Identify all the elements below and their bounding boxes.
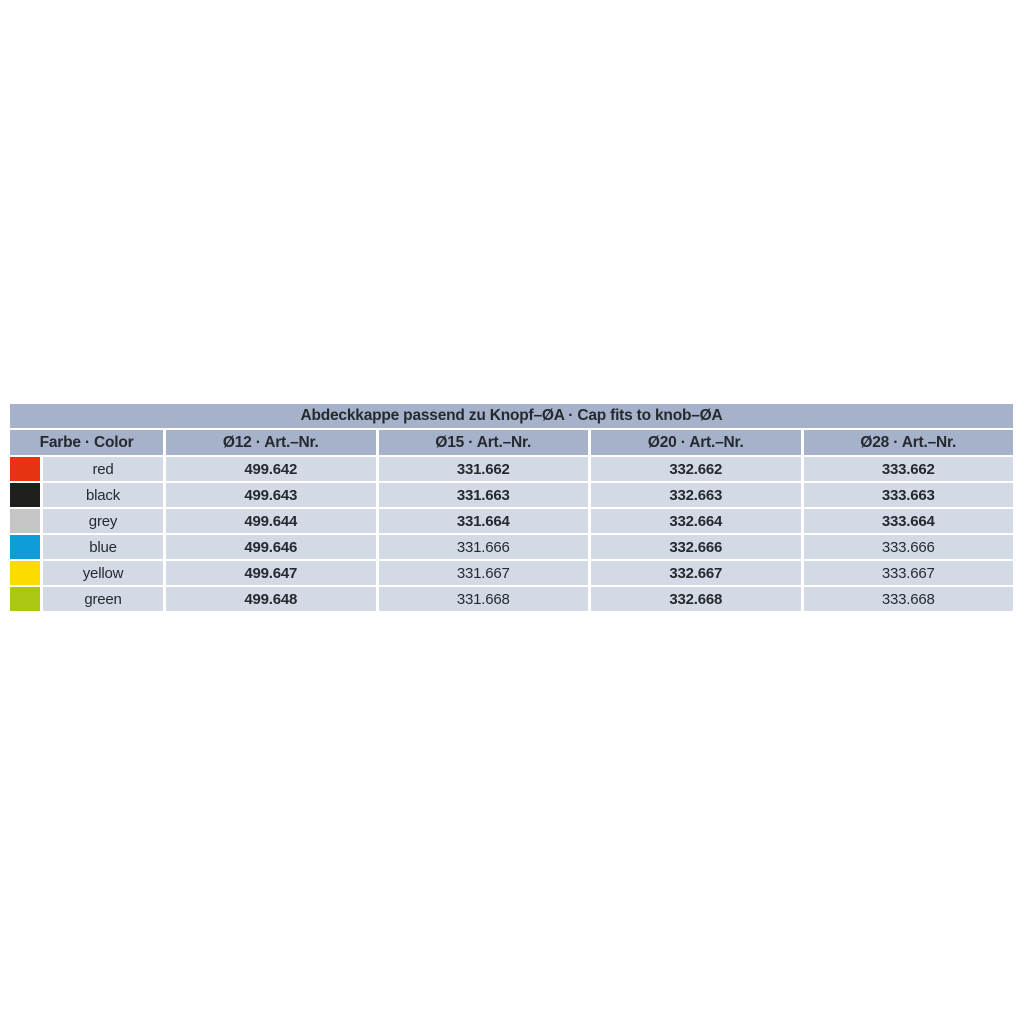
artnr-cell-d28: 333.663	[804, 483, 1014, 507]
artnr-cell-d12: 499.642	[166, 457, 376, 481]
table-header-row	[10, 430, 1013, 455]
artnr-cell-d12: 499.643	[166, 483, 376, 507]
color-swatch-yellow	[10, 561, 40, 585]
cap-article-table	[10, 404, 1013, 611]
artnr-cell-d15: 331.663	[379, 483, 589, 507]
table-row	[10, 535, 1013, 559]
artnr-cell-d15: 331.666	[379, 535, 589, 559]
color-name-cell: yellow	[43, 561, 163, 585]
color-name-cell: red	[43, 457, 163, 481]
column-header-d28: Ø28 · Art.–Nr.	[804, 430, 1014, 455]
table-row	[10, 509, 1013, 533]
artnr-cell-d15: 331.667	[379, 561, 589, 585]
artnr-cell-d20: 332.664	[591, 509, 801, 533]
artnr-cell-d15: 331.668	[379, 587, 589, 611]
artnr-cell-d12: 499.648	[166, 587, 376, 611]
artnr-cell-d15: 331.664	[379, 509, 589, 533]
column-header-d15: Ø15 · Art.–Nr.	[379, 430, 589, 455]
artnr-cell-d28: 333.664	[804, 509, 1014, 533]
artnr-cell-d20: 332.662	[591, 457, 801, 481]
color-swatch-grey	[10, 509, 40, 533]
artnr-cell-d20: 332.668	[591, 587, 801, 611]
column-header-d12: Ø12 · Art.–Nr.	[166, 430, 376, 455]
color-swatch-black	[10, 483, 40, 507]
color-name-cell: blue	[43, 535, 163, 559]
artnr-cell-d28: 333.668	[804, 587, 1014, 611]
color-name-cell: grey	[43, 509, 163, 533]
artnr-cell-d28: 333.666	[804, 535, 1014, 559]
column-header-color: Farbe · Color	[10, 430, 163, 455]
table-row	[10, 587, 1013, 611]
table-row	[10, 483, 1013, 507]
artnr-cell-d12: 499.646	[166, 535, 376, 559]
artnr-cell-d20: 332.663	[591, 483, 801, 507]
color-swatch-blue	[10, 535, 40, 559]
artnr-cell-d20: 332.666	[591, 535, 801, 559]
artnr-cell-d28: 333.667	[804, 561, 1014, 585]
artnr-cell-d28: 333.662	[804, 457, 1014, 481]
color-swatch-green	[10, 587, 40, 611]
artnr-cell-d15: 331.662	[379, 457, 589, 481]
artnr-cell-d20: 332.667	[591, 561, 801, 585]
table-row	[10, 457, 1013, 481]
color-name-cell: black	[43, 483, 163, 507]
color-swatch-red	[10, 457, 40, 481]
artnr-cell-d12: 499.647	[166, 561, 376, 585]
table-title: Abdeckkappe passend zu Knopf–ØA · Cap fits to knob–ØA	[10, 404, 1013, 428]
table-row	[10, 561, 1013, 585]
column-header-d20: Ø20 · Art.–Nr.	[591, 430, 801, 455]
color-name-cell: green	[43, 587, 163, 611]
artnr-cell-d12: 499.644	[166, 509, 376, 533]
